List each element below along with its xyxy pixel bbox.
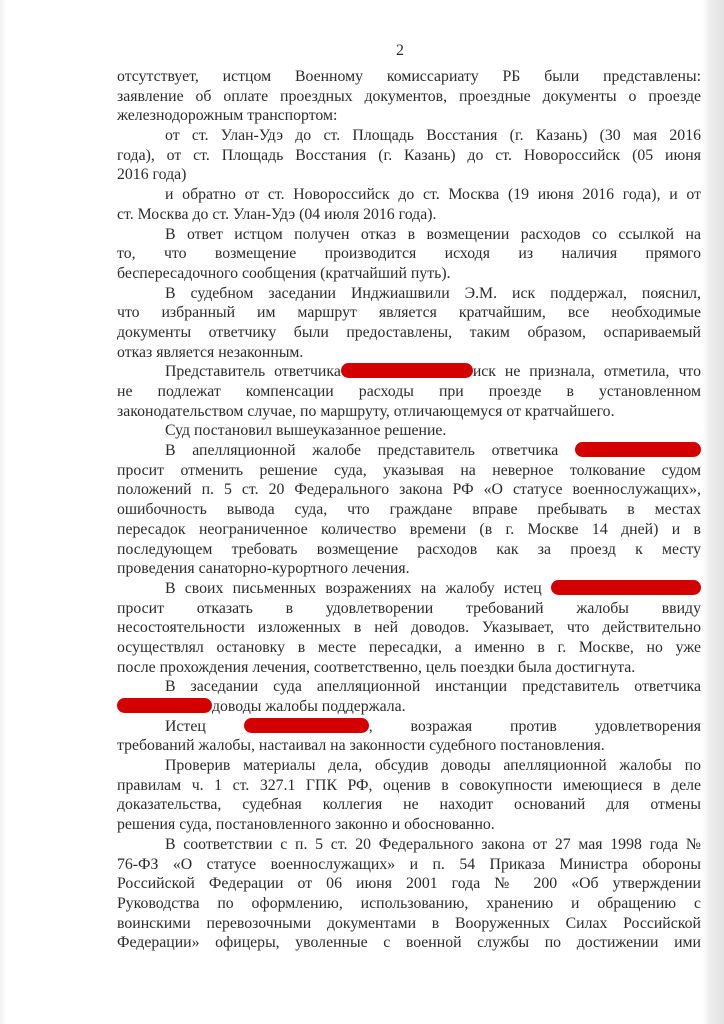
text-line: Проверив материалы дела, обсудив доводы апелляционной жалобы по: [165, 757, 701, 775]
document-body: [117, 67, 701, 953]
text-line: просит отменить решение суда, указывая на неверное толкование судом: [117, 461, 701, 479]
scan-right-edge-shadow: [702, 0, 724, 1024]
text-line: от ст. Улан-Удэ до ст. Площадь Восстания (г. Казань) (30 мая 2016: [165, 127, 701, 145]
text-line: положений п. 5 ст. 20 Федерального закона РФ «О статусе военнослужащих»,: [117, 481, 701, 499]
text-line: В соответствии с п. 5 ст. 20 Федерального закона от 27 мая 1998 года №: [165, 835, 701, 853]
text-line-redacted: [117, 717, 701, 737]
text-line: не подлежат компенсации расходы при проезде в установленном: [117, 383, 701, 400]
text-line: после прохождения лечения, соответственно, цель поездки была достигнута.: [117, 658, 636, 676]
redaction-mark: [575, 442, 701, 457]
redaction-mark: [244, 718, 369, 733]
text-line: и обратно от ст. Новороссийск до ст. Москва (19 июня 2016 года), и от: [165, 186, 701, 204]
text-line: Руководства по оформлению, использованию, хранению и обращению с: [117, 894, 701, 912]
text-line: В судебном заседании Инджиашвили Э.М. иск поддержал, пояснил,: [165, 284, 701, 302]
line-text-after: , возражая против удовлетворения: [368, 717, 702, 735]
text-line: просит отказать в удовлетворении требований жалобы ввиду: [117, 599, 701, 617]
text-line-redacted: [117, 441, 701, 461]
redaction-mark: [341, 363, 473, 378]
text-line: 76-ФЗ «О статусе военнослужащих» и п. 54 Приказа Министра обороны: [117, 855, 701, 873]
text-line: Федерации» офицеры, уволенные с военной службы по достижении ими: [117, 934, 701, 952]
text-line: отказ является незаконным.: [117, 343, 304, 361]
text-line: ст. Москва до ст. Улан-Удэ (04 июля 2016 года).: [117, 205, 437, 223]
line-text-before: В своих письменных возражениях на жалобу истец: [165, 579, 542, 597]
text-line: железнодорожным транспортом:: [117, 107, 338, 125]
text-line: В заседании суда апелляционной инстанции представитель ответчика: [165, 678, 701, 696]
text-line: Российской Федерации от 06 июня 2001 года № 200 «Об утверждении: [117, 875, 701, 893]
text-line-redacted: [117, 579, 701, 599]
text-line: решения суда, постановленного законно и обоснованно.: [117, 816, 495, 834]
redaction-mark: [117, 698, 212, 713]
text-line: года), от ст. Площадь Восстания (г. Казань) до ст. Новороссийск (05 июня: [117, 146, 701, 164]
text-line: заявление об оплате проездных документов, проездные документы о проезде: [117, 87, 701, 105]
text-line: то, что возмещение производится исходя из наличия прямого: [117, 245, 701, 263]
text-line: ошибочность вывода суда, что граждане вправе пребывать в местах: [117, 501, 701, 519]
text-line: воинскими перевозочными документами в Вооруженных Силах Российской: [117, 914, 701, 932]
text-line: 2016 года): [117, 166, 187, 184]
text-line: несостоятельности изложенных в ней доводов. Указывает, что действительно: [117, 619, 701, 637]
line-text-before: Представитель ответчика: [165, 363, 341, 381]
text-line: В ответ истцом получен отказ в возмещении расходов со ссылкой на: [165, 225, 701, 243]
text-line: беспересадочного сообщения (кратчайший путь).: [117, 264, 451, 282]
text-line: отсутствует, истцом Военному комиссариату РБ были представлены:: [117, 68, 701, 85]
text-line: последующем требовать возмещение расходов как за проезд к месту: [117, 540, 701, 558]
text-line: Суд постановил вышеуказанное решение.: [165, 422, 447, 440]
text-line-redacted: [117, 697, 701, 717]
text-line: пересадок неограниченное количество времени (в г. Москве 14 дней) и в: [117, 520, 701, 538]
text-line: доказательства, судебная коллегия не находит оснований для отмены: [117, 796, 701, 814]
text-line: проведения санаторно-курортного лечения.: [117, 560, 410, 578]
line-text-before: В апелляционной жалобе представитель ответчика: [165, 442, 559, 460]
page-number: 2: [396, 42, 404, 59]
line-text-before: Истец: [165, 717, 206, 735]
text-line-redacted: [117, 362, 701, 382]
text-line: осуществлял остановку в месте пересадки, а именно в г. Москве, но уже: [117, 638, 701, 656]
text-line: требований жалобы, настаивал на законности судебного постановления.: [117, 737, 605, 755]
text-line: правилам ч. 1 ст. 327.1 ГПК РФ, оценив в совокупности имеющиеся в деле: [117, 776, 701, 794]
text-line: законодательством случае, по маршруту, отличающемуся от кратчайшего.: [117, 402, 615, 420]
line-text-after: иск не признала, отметила, что: [472, 363, 701, 381]
redaction-mark: [551, 580, 701, 595]
scan-left-edge: [0, 0, 6, 1024]
text-line: что избранный им маршрут является кратчайшим, все необходимые: [117, 304, 701, 322]
line-text-after: доводы жалобы поддержала.: [212, 698, 406, 715]
text-line: документы ответчику были предоставлены, таким образом, оспариваемый: [117, 323, 701, 341]
